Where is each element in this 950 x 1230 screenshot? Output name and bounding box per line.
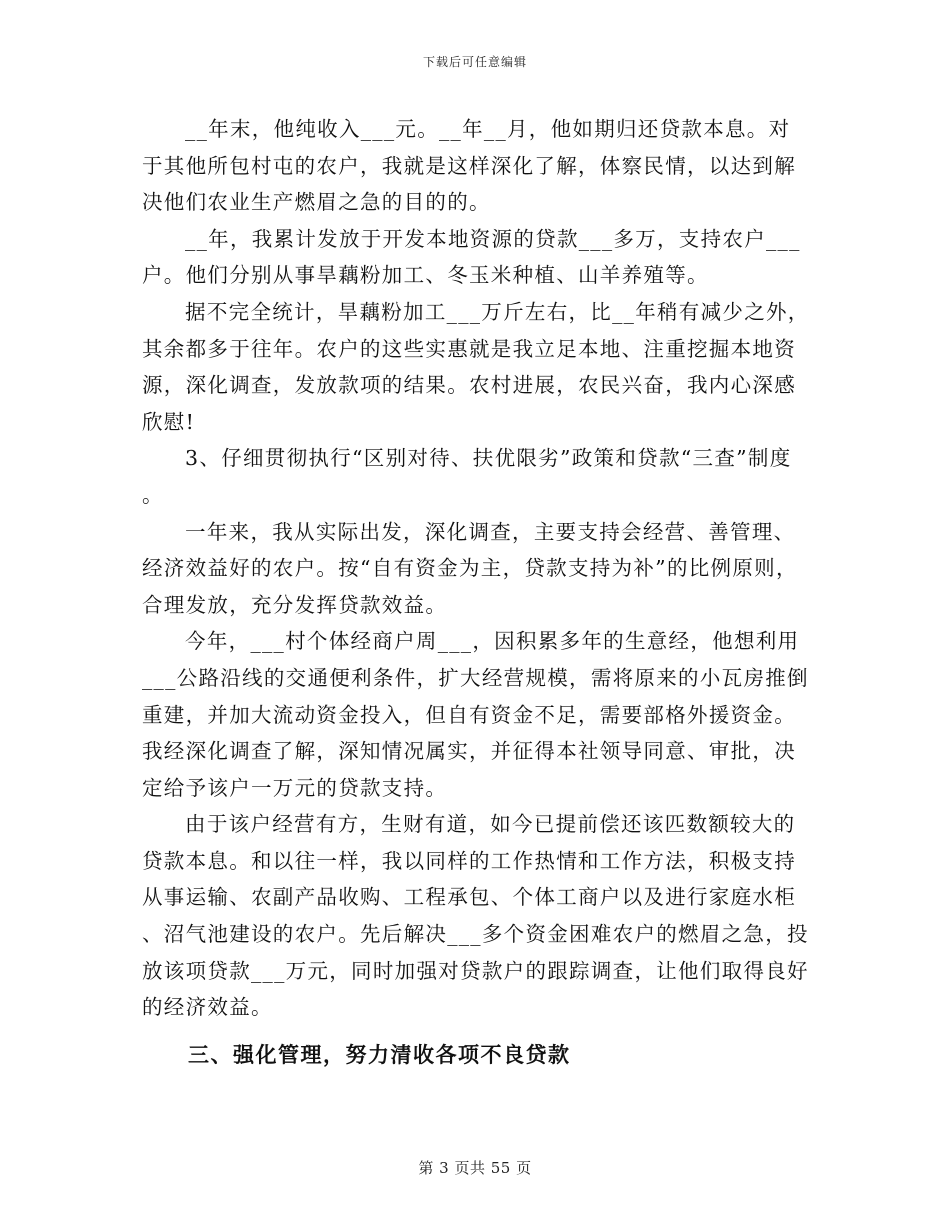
- paragraph-4: 3、仔细贯彻执行“区别对待、扶优限劣”政策和贷款“三查”制度。: [142, 446, 792, 507]
- paragraph-2: __年，我累计发放于开发本地资源的贷款___多万，支持农户___户。他们分别从事旱藕粉加工、冬玉米种植、山羊养殖等。: [142, 226, 801, 288]
- paragraph-6: 今年，___村个体经商户周___，因积累多年的生意经，他想利用___公路沿线的交通便利条件，扩大经营规模，需将原来的小瓦房推倒重建，并加大流动资金投入，但自有资金不足，需要部格外援资金。我经深化调查了解，深知情况属实，并征得本社领导同意、审批，决定给予该户一万元的贷款支持。: [142, 629, 809, 800]
- paragraph-7: 由于该户经营有方，生财有道，如今已提前偿还该匹数额较大的贷款本息。和以往一样，我以同样的工作热情和工作方法，积极支持从事运输、农副产品收购、工程承包、个体工商户以及进行家庭水柜、沼气池建设的农户。先后解决___多个资金困难农户的燃眉之急，投放该项贷款___万元，同时加强对贷款户的跟踪调查，让他们取得良好的经济效益。: [142, 812, 809, 1020]
- paragraph-5: 一年来，我从实际出发，深化调查，主要支持会经营、善管理、经济效益好的农户。按“自有资金为主，贷款支持为补”的比例原则，合理发放，充分发挥贷款效益。: [142, 519, 798, 617]
- paragraph-1: __年末，他纯收入___元。__年__月，他如期归还贷款本息。对于其他所包村屯的农户，我就是这样深化了解，体察民情，以达到解决他们农业生产燃眉之急的目的的。: [142, 117, 796, 215]
- page-header-note: 下载后可任意编辑: [422, 55, 527, 69]
- document-body: [142, 111, 810, 1026]
- section-heading: 三、强化管理，努力清收各项不良贷款: [188, 1042, 571, 1067]
- paragraph-3: 据不完全统计，旱藕粉加工___万斤左右，比__年稍有减少之外，其余都多于往年。农户的这些实惠就是我立足本地、注重挖掘本地资源，深化调查，发放款项的结果。农村进展，农民兴奋，我内心深感欣慰!: [142, 299, 810, 434]
- page-number-footer: 第 3 页共 55 页: [418, 1159, 532, 1177]
